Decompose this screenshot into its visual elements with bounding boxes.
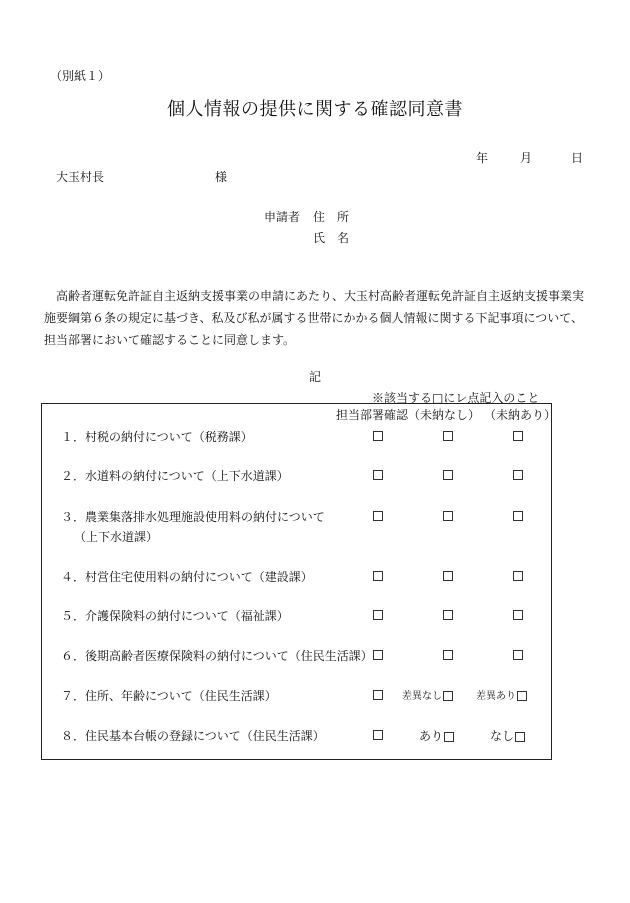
item-label: １．村税の納付について（税務課） [61,430,253,444]
item-label: ６．後期高齢者医療保険料の納付について（住民生活課） [61,649,373,663]
date-year-label: 年 [476,151,489,165]
confirm-checkbox[interactable] [372,568,383,582]
date-month-label: 月 [520,151,533,165]
confirm-checkbox[interactable] [372,647,383,661]
unpaid-none-checkbox[interactable] [442,607,453,621]
item-sublabel: （上下水道課） [74,530,159,544]
column-header-unpaid-yes: （未納あり） [484,408,557,422]
item-label: ４．村営住宅使用料の納付について（建設課） [61,570,313,584]
registered-yes-label: あり [419,729,444,743]
unpaid-none-checkbox[interactable] [442,467,453,481]
item-label: ７．住所、年齢について（住民生活課） [61,689,277,703]
confirm-checkbox[interactable] [372,428,383,442]
column-header-unpaid-none: （未納なし） [408,408,481,422]
difference-option[interactable] [476,687,527,702]
unpaid-yes-checkbox[interactable] [512,568,523,582]
item-label: ３．農業集落排水処理施設使用料の納付について [61,510,325,524]
ki-heading: 記 [308,370,321,384]
consent-paragraph: 高齢者運転免許証自主返納支援事業の申請にあたり、大玉村高齢者運転免許証自主返納支援事業実施要綱第６条の規定に基づき、私及び私が属する世帯にかかる個人情報に関する下記事項について、担当部署において確認することに同意します。 [44,289,585,347]
difference-label: 差異あり [476,691,516,702]
name-label: 氏 名 [313,231,350,245]
confirm-checkbox[interactable] [372,508,383,522]
address-label: 住 所 [313,210,350,224]
attachment-label: （別紙１） [50,69,111,83]
honorific: 様 [215,170,228,184]
applicant-label: 申請者 [264,210,301,224]
item-label: ２．水道料の納付について（上下水道課） [61,469,289,483]
unpaid-none-checkbox[interactable] [442,647,453,661]
no-difference-label: 差異なし [402,691,442,702]
unpaid-none-checkbox[interactable] [442,508,453,522]
unpaid-none-checkbox[interactable] [442,568,453,582]
unpaid-yes-checkbox[interactable] [512,647,523,661]
date-day-label: 日 [571,151,584,165]
registered-yes-option[interactable] [419,727,454,744]
unpaid-yes-checkbox[interactable] [512,607,523,621]
item-label: ８．住民基本台帳の登録について（住民生活課） [61,729,325,743]
instruction-note: ※該当する□にレ点記入のこと [372,391,540,405]
no-difference-option[interactable] [402,687,453,702]
registered-no-label: なし [490,729,515,743]
confirm-checkbox[interactable] [372,727,383,741]
confirm-checkbox[interactable] [372,687,383,701]
confirm-checkbox[interactable] [372,467,383,481]
registered-no-option[interactable] [490,727,525,744]
unpaid-yes-checkbox[interactable] [512,467,523,481]
unpaid-yes-checkbox[interactable] [512,428,523,442]
document-title: 個人情報の提供に関する確認同意書 [167,99,463,120]
confirm-checkbox[interactable] [372,607,383,621]
unpaid-yes-checkbox[interactable] [512,508,523,522]
addressee: 大玉村長 [56,170,105,184]
column-header-confirm: 担当部署確認 [336,408,409,422]
unpaid-none-checkbox[interactable] [442,428,453,442]
item-label: ５．介護保険料の納付について（福祉課） [61,609,289,623]
